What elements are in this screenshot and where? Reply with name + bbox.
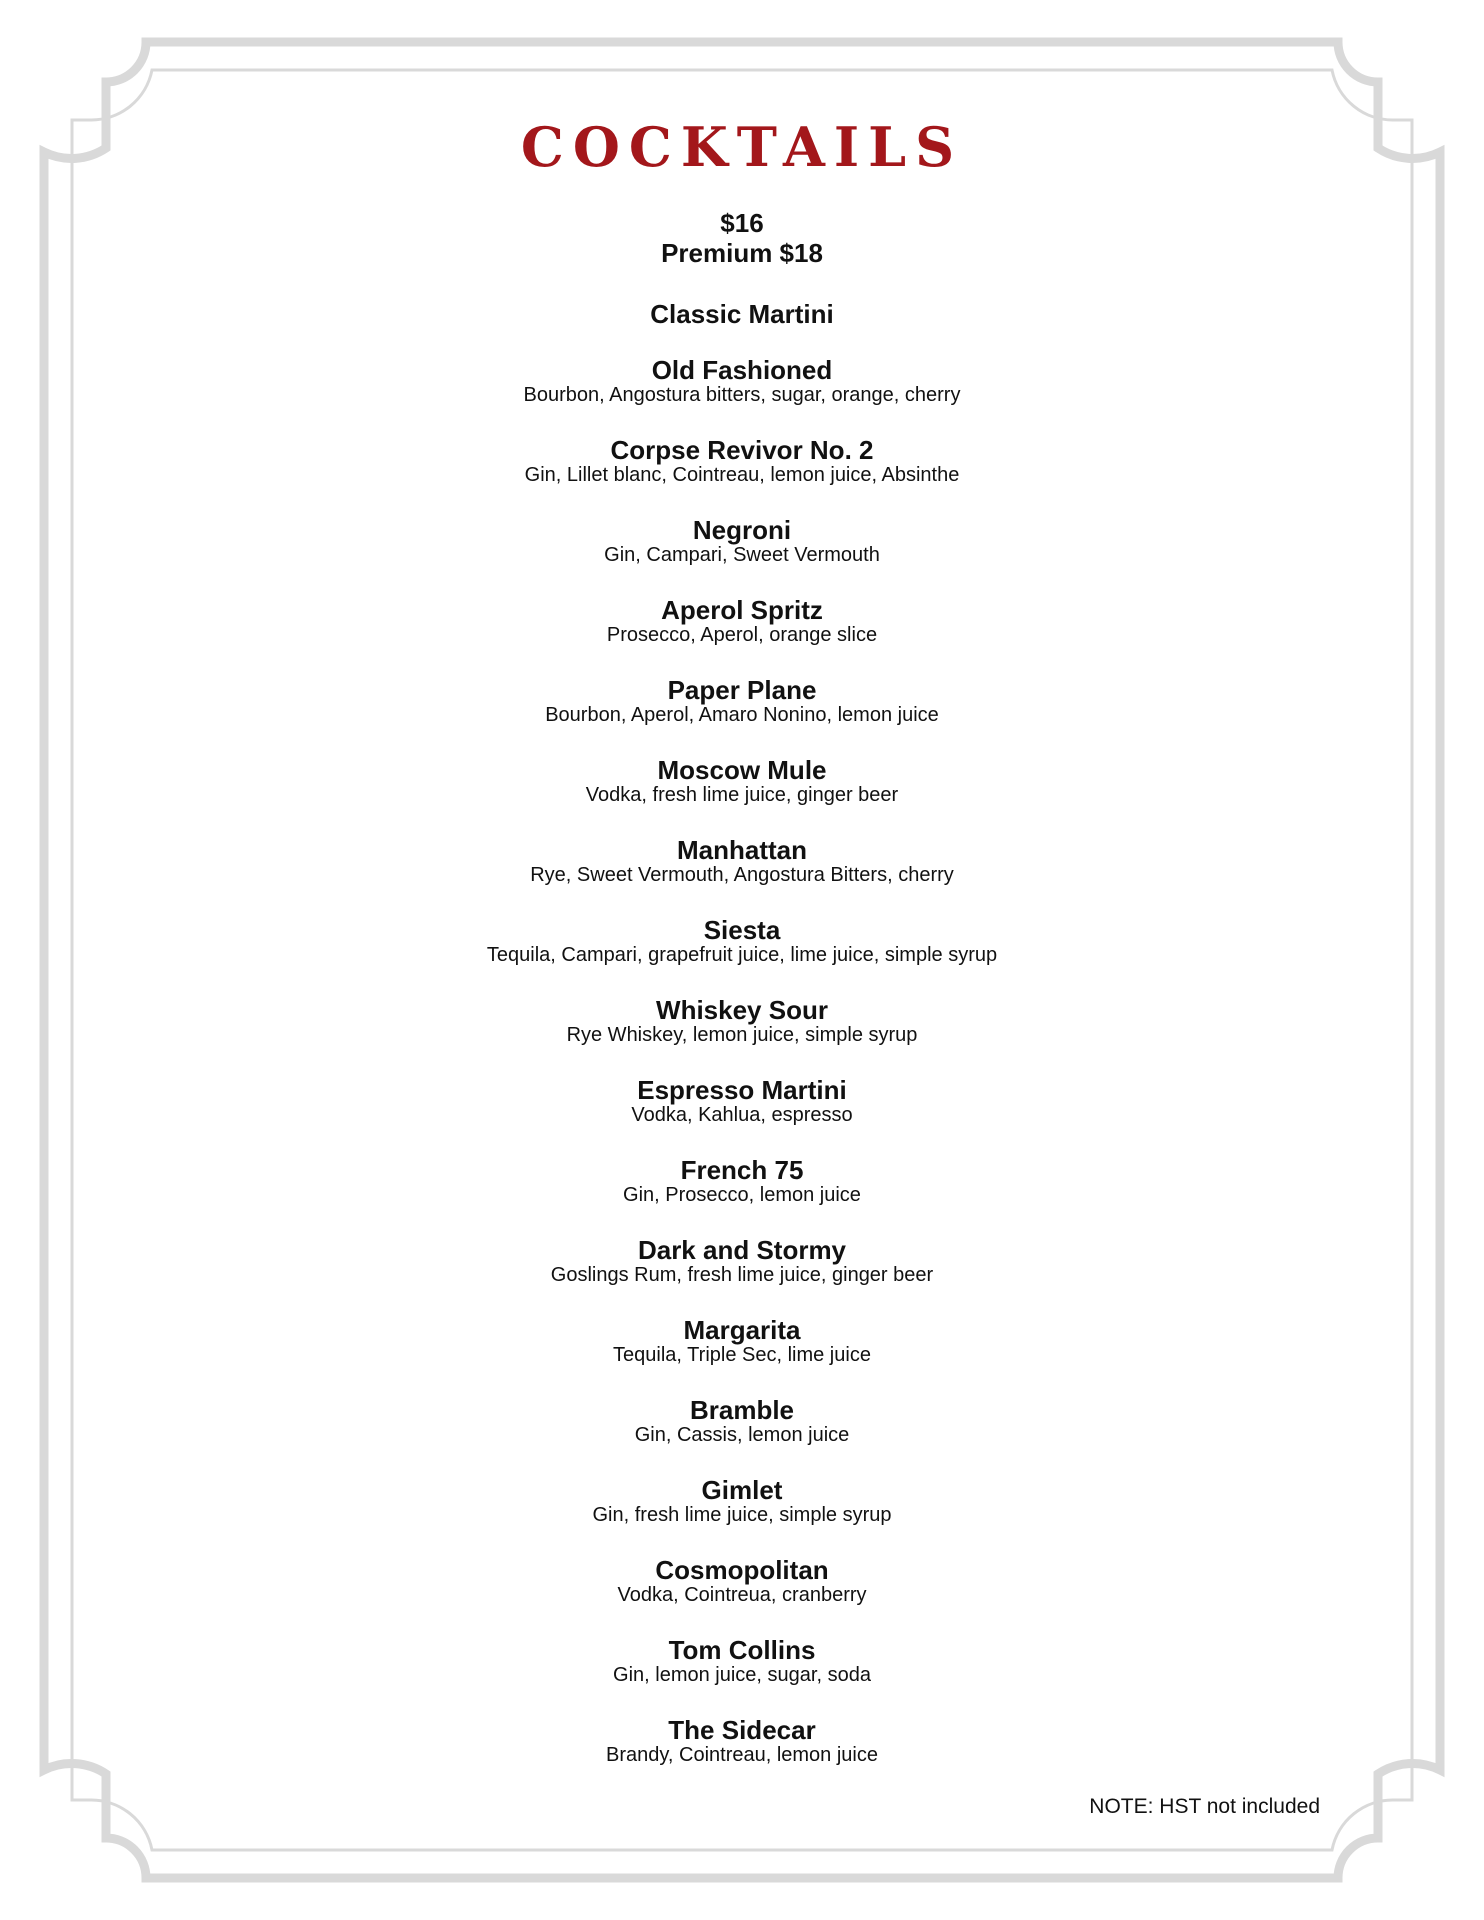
menu-item [0,1235,1484,1287]
menu-item-name: French 75 [680,1155,804,1185]
menu-item-name: Gimlet [701,1475,783,1505]
menu-item-ingredients: Bourbon, Angostura bitters, sugar, orange, cherry [523,384,961,406]
menu-item-name: Aperol Spritz [661,595,823,625]
menu-item-ingredients: Vodka, Cointreua, cranberry [617,1584,867,1606]
menu-item [0,1475,1484,1527]
menu-item-name: Paper Plane [667,675,817,705]
menu-item-name: Margarita [683,1315,801,1345]
menu-item-ingredients: Gin, Lillet blanc, Cointreau, lemon juice, Absinthe [524,464,960,486]
menu-item-name: Negroni [692,515,792,545]
menu-item [0,1715,1484,1767]
menu-item [0,515,1484,567]
menu-item [0,915,1484,967]
menu-item-ingredients: Gin, Cassis, lemon juice [634,1424,850,1446]
menu-item [0,435,1484,487]
menu-item-ingredients: Gin, lemon juice, sugar, soda [613,1664,871,1686]
menu-item [0,1635,1484,1687]
menu-item-name: Cosmopolitan [655,1555,829,1585]
menu-item [0,675,1484,727]
menu-item-name: Classic Martini [650,299,834,329]
menu-item-name: The Sidecar [668,1715,816,1745]
menu-item [0,355,1484,407]
menu-item-name: Moscow Mule [657,755,827,785]
menu-item [0,835,1484,887]
menu-item [0,1315,1484,1367]
menu-item-name: Bramble [689,1395,795,1425]
menu-item-name: Manhattan [677,835,807,865]
tax-note: NOTE: HST not included [1089,1795,1320,1818]
menu-item-ingredients: Vodka, Kahlua, espresso [631,1104,853,1126]
menu-item [0,299,1484,329]
menu-item-ingredients: Bourbon, Aperol, Amaro Nonino, lemon juice [545,704,939,726]
menu-item-name: Siesta [703,915,781,945]
menu-item-ingredients: Prosecco, Aperol, orange slice [606,624,878,646]
menu-item-name: Whiskey Sour [656,995,828,1025]
menu-item-ingredients: Gin, Campari, Sweet Vermouth [604,544,880,566]
menu-item-name: Old Fashioned [651,355,833,385]
menu-item [0,1075,1484,1127]
menu-item [0,755,1484,807]
menu-item-name: Corpse Revivor No. 2 [610,435,874,465]
menu-item-ingredients: Goslings Rum, fresh lime juice, ginger beer [550,1264,934,1286]
menu-item-name: Tom Collins [668,1635,816,1665]
menu-item-ingredients: Brandy, Cointreau, lemon juice [606,1744,878,1766]
menu-item-name: Espresso Martini [637,1075,847,1105]
menu-item [0,595,1484,647]
menu-item [0,1155,1484,1207]
price-regular: $16 [720,208,764,238]
menu-item-ingredients: Gin, fresh lime juice, simple syrup [592,1504,892,1526]
menu-item [0,1555,1484,1607]
menu-item-ingredients: Rye, Sweet Vermouth, Angostura Bitters, cherry [530,864,954,886]
menu-item-name: Dark and Stormy [637,1235,847,1265]
menu-item [0,1395,1484,1447]
menu-item-ingredients: Rye Whiskey, lemon juice, simple syrup [566,1024,918,1046]
menu-item-ingredients: Gin, Prosecco, lemon juice [623,1184,861,1206]
menu-item-ingredients: Vodka, fresh lime juice, ginger beer [585,784,899,806]
menu-item-ingredients: Tequila, Triple Sec, lime juice [613,1344,871,1366]
menu-item [0,995,1484,1047]
menu-title: COCKTAILS [520,115,964,179]
menu-item-ingredients: Tequila, Campari, grapefruit juice, lime juice, simple syrup [486,944,998,966]
price-premium: Premium $18 [661,238,823,268]
